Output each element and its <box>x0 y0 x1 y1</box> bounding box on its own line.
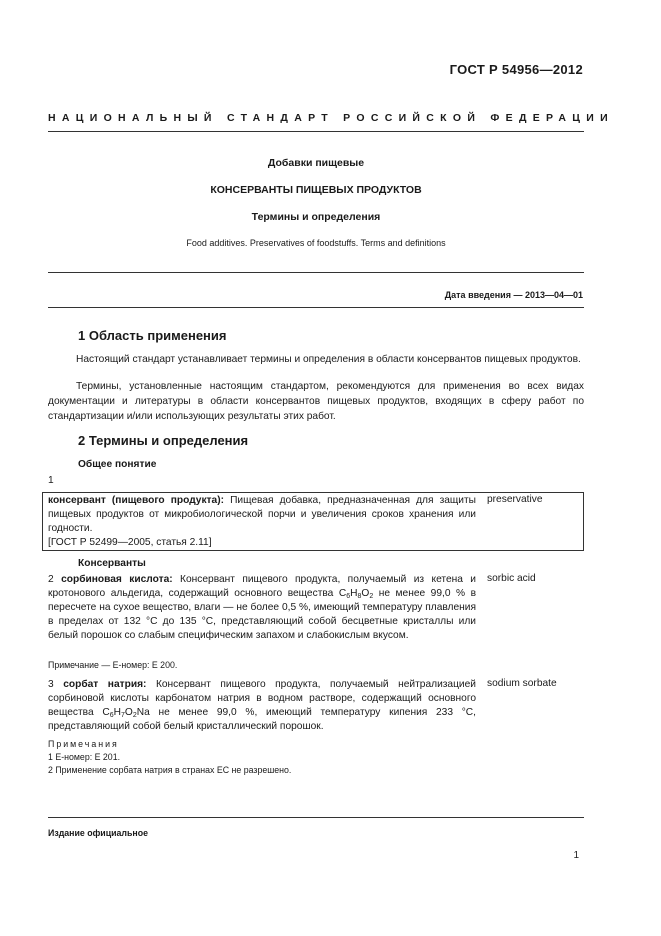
general-concept-heading: Общее понятие <box>78 459 157 470</box>
formula-subscript: 6 <box>346 593 351 600</box>
entry-3-english: sodium sorbate <box>487 678 557 689</box>
formula-subscript: 6 <box>109 712 114 719</box>
section-2-heading: 2 Термины и определения <box>78 433 249 448</box>
title-group: Добавки пищевые <box>267 157 365 169</box>
entry-2-english: sorbic acid <box>487 573 536 584</box>
entry-2-note: Примечание — Е-номер: Е 200. <box>48 660 178 670</box>
section-1-p1-text: Настоящий стандарт устанавливает термины и определения в области консервантов пищевых продуктов. <box>76 354 581 365</box>
entry-3-text-a: Консервант пищевого продукта, получаемый нейтрализацией сорбиновой кислоты карбонатом натрия в водном растворе, содержащий основного вещества C <box>48 679 476 718</box>
formula-element: H <box>113 707 121 718</box>
entry-1-term: консервант (пищевого продукта): <box>48 495 224 506</box>
entry-1-english: preservative <box>487 494 543 505</box>
section-1-p2-text: Термины, установленные настоящим стандартом, рекомендуются для применения во всех видах документации и литературы в области консервантов пищевых продуктов, входящих в сферу работ по стандартизации и/или использующих результаты этих работ. <box>48 381 584 422</box>
entry-3-text-b: не менее 99,0 %, имеющий температуру кипения 233 °С, представляющий собой белый кристаллический порошок. <box>48 707 476 732</box>
entry-1-definition <box>48 494 476 550</box>
formula-subscript: 2 <box>132 712 137 719</box>
document-number: ГОСТ Р 54956—2012 <box>449 62 583 77</box>
entry-3-note-1: 1 Е-номер: Е 201. <box>48 752 121 762</box>
entry-1-number: 1 <box>48 475 54 486</box>
page-number: 1 <box>573 850 579 861</box>
formula-element: O <box>361 588 370 599</box>
formula-subscript: 2 <box>369 593 374 600</box>
formula-element: O <box>124 707 133 718</box>
preservatives-heading: Консерванты <box>78 558 146 569</box>
formula-subscript: 7 <box>120 712 125 719</box>
national-standard-banner: НАЦИОНАЛЬНЫЙ СТАНДАРТ РОССИЙСКОЙ ФЕДЕРАЦИИ <box>48 112 614 124</box>
entry-3-note-2: 2 Применение сорбата натрия в странах ЕС не разрешено. <box>48 765 292 775</box>
formula-element: H <box>350 588 358 599</box>
entry-2-definition <box>48 573 476 643</box>
entry-2-number: 2 <box>48 574 54 585</box>
section-1-paragraph-2 <box>48 379 584 424</box>
date-divider <box>48 307 584 308</box>
entry-3-term: сорбат натрия: <box>63 679 147 690</box>
title-english: Food additives. Preservatives of foodstuffs. Terms and definitions <box>186 238 446 248</box>
title-main: КОНСЕРВАНТЫ ПИЩЕВЫХ ПРОДУКТОВ <box>210 184 422 196</box>
entry-1-reference: [ГОСТ Р 52499—2005, статья 2.11] <box>48 537 212 548</box>
title-divider <box>48 272 584 273</box>
footer-divider <box>48 817 584 818</box>
entry-1-text: Пищевая добавка, предназначенная для защиты пищевых продуктов от микробиологической порчи и увеличения сроков хранения или годности. <box>48 495 476 534</box>
entry-3-notes-heading: Примечания <box>48 739 119 749</box>
title-sub: Термины и определения <box>251 211 381 223</box>
section-1-paragraph-1 <box>48 352 584 367</box>
entry-2-text-a: Консервант пищевого продукта, получаемый из кетена и кротонового альдегида, содержащий основного вещества C <box>48 574 476 599</box>
entry-2-text-b: не менее 99,0 % в пересчете на сухое вещество, влаги — не более 0,5 %, имеющий температуру плавления в пределах от 132 °С до 135 °С, представляющий собой бесцветные кристаллы или белый порошок со слабым специфическим запахом и слабокислым вкусом. <box>48 588 477 641</box>
section-1-heading: 1 Область применения <box>78 328 227 343</box>
introduction-date: Дата введения — 2013—04—01 <box>444 290 583 300</box>
entry-2-term: сорбиновая кислота: <box>61 574 173 585</box>
entry-3-definition <box>48 678 476 734</box>
header-divider <box>48 131 584 132</box>
official-edition-label: Издание официальное <box>48 828 148 838</box>
entry-3-number: 3 <box>48 679 54 690</box>
formula-subscript: 8 <box>357 593 362 600</box>
formula-element: Na <box>136 707 150 718</box>
